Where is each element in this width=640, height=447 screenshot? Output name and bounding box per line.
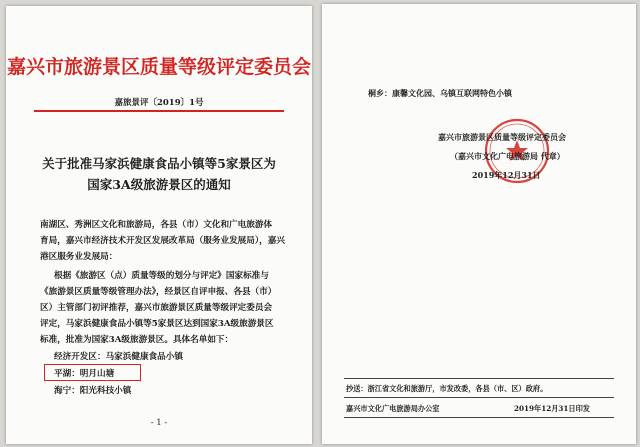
document-page-1 xyxy=(6,6,312,444)
body-line: 《旅游景区质量等级管理办法》，经景区自评申报、各县（市） xyxy=(40,287,277,297)
scenic-list-item: 经济开发区：马家浜健康食品小镇 xyxy=(54,352,183,362)
body-line: 标准，批准为国家3A级旅游景区。具体名单如下： xyxy=(40,335,234,345)
addressee-line: 育局，嘉兴市经济技术开发区发展改革局（服务业发展局），嘉兴 xyxy=(40,236,285,246)
red-highlight-box xyxy=(44,364,141,381)
cc-line: 抄送：浙江省文化和旅游厅，市发改委，各县（市、区）政府。 xyxy=(346,384,548,393)
addressee-line: 港区服务业发展局： xyxy=(40,252,118,262)
body-line: 评定，马家浜健康食品小镇等5家景区达到国家3A级旅游景区 xyxy=(40,319,274,329)
footer-print-date: 2019年12月31日印发 xyxy=(514,404,590,413)
notice-title-line-1: 关于批准马家浜健康食品小镇等5家景区为 xyxy=(42,156,276,171)
signing-organization: 嘉兴市旅游景区质量等级评定委员会 xyxy=(438,132,566,142)
scenic-list-item: 平湖：明月山塘 xyxy=(54,369,115,379)
signing-date: 2019年12月31日 xyxy=(472,170,541,180)
signing-office: （嘉兴市文化广电旅游局 代章） xyxy=(450,151,565,161)
divider-line xyxy=(344,417,614,418)
body-line: 区）主管部门初评推荐，嘉兴市旅游景区质量等级评定委员会 xyxy=(40,303,273,313)
list-item-tongxiang: 桐乡：康馨文化园、乌镇互联网特色小镇 xyxy=(368,88,512,98)
footer-office: 嘉兴市文化广电旅游局办公室 xyxy=(346,404,440,413)
notice-title-line-2: 国家3A级旅游景区的通知 xyxy=(87,177,231,192)
body-line: 根据《旅游区（点）质量等级的划分与评定》国家标准与 xyxy=(54,271,269,281)
scenic-list-item: 海宁：阳光科技小镇 xyxy=(54,386,132,396)
divider-line xyxy=(344,378,614,379)
addressee-line: 南湖区、秀洲区文化和旅游局，各县（市）文化和广电旅游体 xyxy=(40,220,273,230)
divider-line xyxy=(344,397,614,398)
document-page-2 xyxy=(322,4,636,444)
document-number: 嘉旅景评〔2019〕1号 xyxy=(114,98,204,108)
issuing-organization-header: 嘉兴市旅游景区质量等级评定委员会 xyxy=(6,56,311,78)
red-divider-line xyxy=(34,110,284,112)
page-number: - 1 - xyxy=(150,418,168,428)
